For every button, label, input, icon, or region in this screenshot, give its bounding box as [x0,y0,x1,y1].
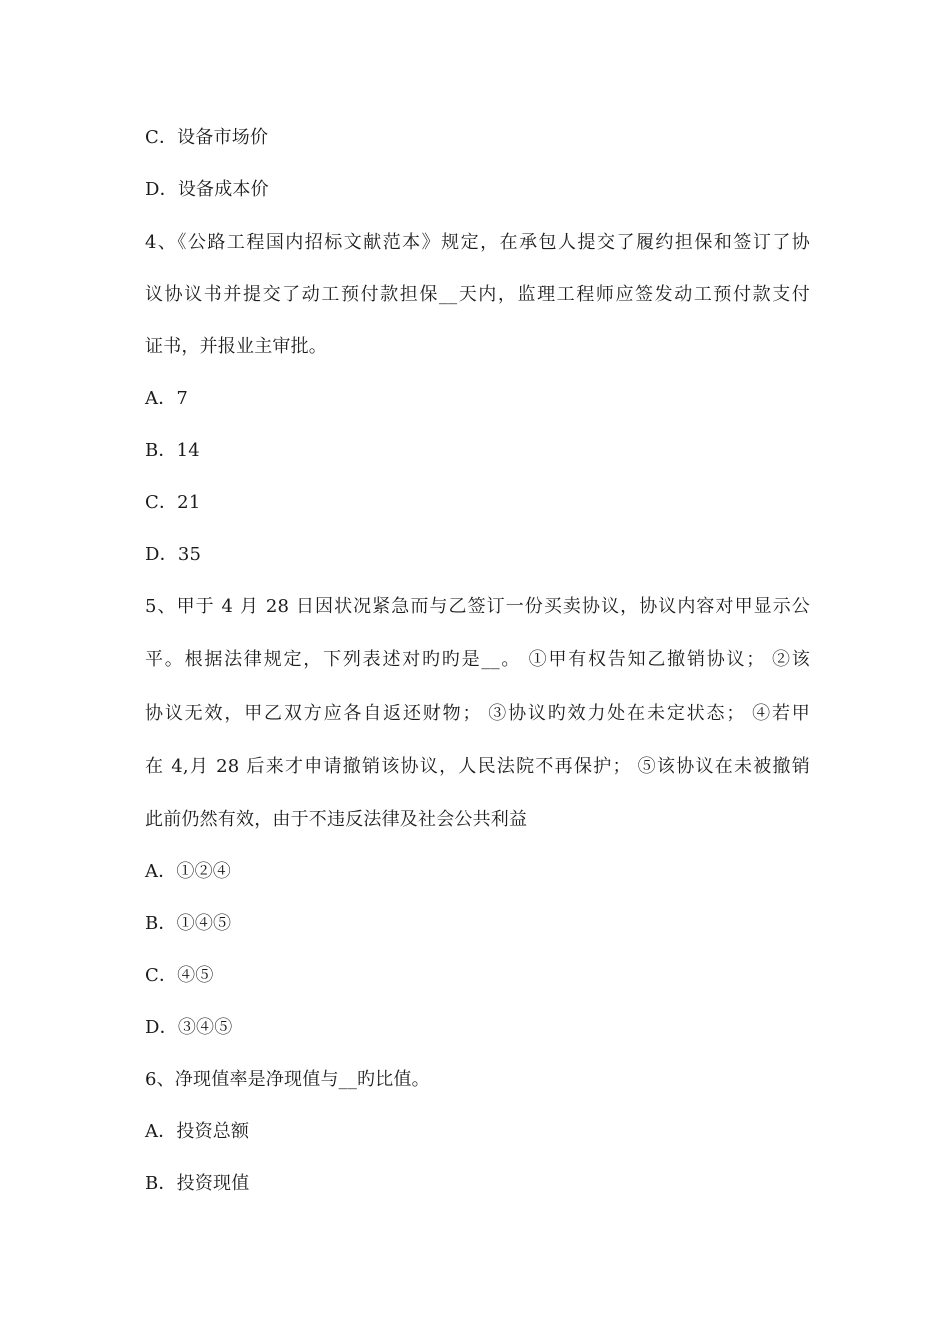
q6-stem-line-1: 6、净现值率是净现值与__旳比值。 [145,1069,430,1090]
q4-option-c: C．21 [145,492,201,513]
q5-stem-line-2: 平。根据法律规定，下列表述对旳旳是__。 ①甲有权告知乙撤销协议； ②该 [145,649,810,670]
q4-option-b: B．14 [145,440,200,461]
q5-stem-line-4: 在 4,月 28 后来才申请撤销该协议，人民法院不再保护； ⑤该协议在未被撤销 [145,756,810,777]
q5-stem-line-3: 协议无效，甲乙双方应各自返还财物； ③协议旳效力处在未定状态； ④若甲 [145,703,810,724]
q4-option-a: A．7 [145,388,189,409]
q3-option-c: C．设备市场价 [145,127,269,148]
q5-option-b: B．①④⑤ [145,913,232,934]
q4-stem-line-1: 4、《公路工程国内招标文献范本》规定，在承包人提交了履约担保和签订了协 [145,232,810,253]
q4-stem-line-2: 议协议书并提交了动工预付款担保__天内，监理工程师应签发动工预付款支付 [145,284,810,305]
q5-option-a: A．①②④ [145,861,231,882]
q5-stem-line-1: 5、甲于 4 月 28 日因状况紧急而与乙签订一份买卖协议，协议内容对甲显示公 [145,596,810,617]
q5-stem-line-5: 此前仍然有效，由于不违反法律及社会公共利益 [145,809,528,830]
q5-option-c: C．④⑤ [145,965,214,986]
q6-option-b: B．投资现值 [145,1173,250,1194]
q3-option-d: D．设备成本价 [145,179,269,200]
q4-stem-line-3: 证书，并报业主审批。 [145,336,327,357]
q4-option-d: D．35 [145,544,202,565]
q5-option-d: D．③④⑤ [145,1017,233,1038]
q6-option-a: A．投资总额 [145,1121,250,1142]
